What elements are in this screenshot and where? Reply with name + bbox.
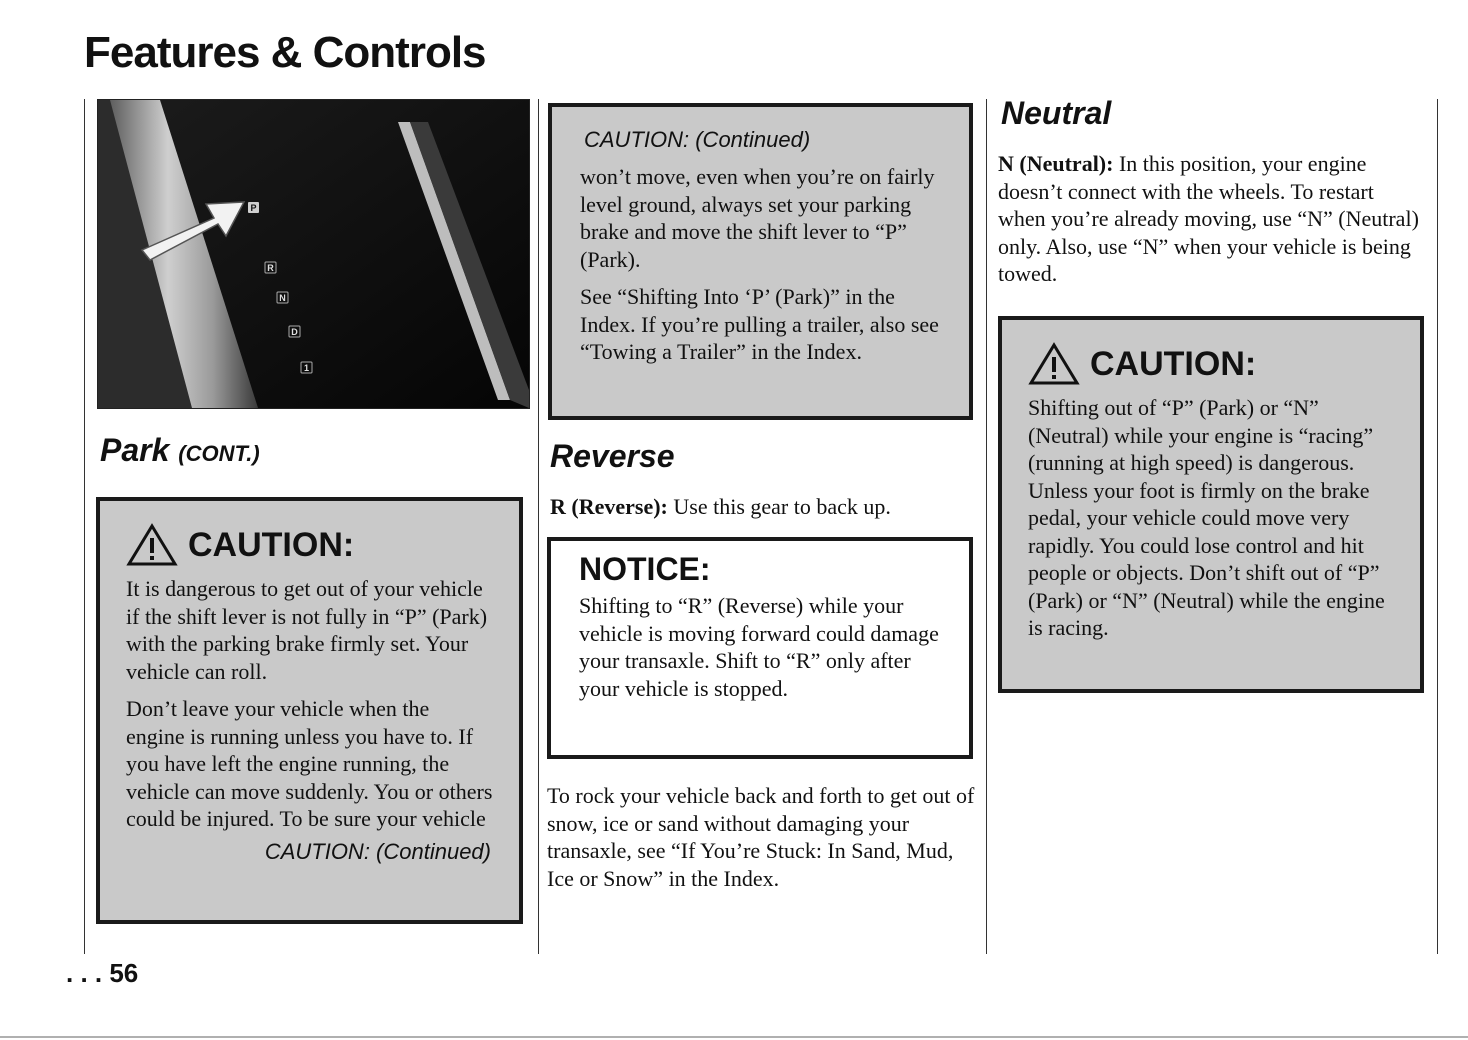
rock-vehicle-text: To rock your vehicle back and forth to get out of snow, ice or sand without damaging your transaxle, see “If You’re Stuck: In Sand, Mud, Ice or Snow” in the Index. — [547, 783, 975, 891]
reverse-text: Use this gear to back up. — [673, 494, 891, 519]
caution-continued-box — [548, 103, 973, 420]
neutral-heading: Neutral — [1001, 95, 1112, 131]
park-heading-text: Park — [100, 432, 170, 468]
park-caution-paragraph-2: Don’t leave your vehicle when the engine is running unless you have to. If you have left the engine running, the vehicle can move suddenly. You or others could be injured. To be sure your vehicle — [126, 696, 493, 831]
park-caution-title: CAUTION: — [188, 525, 355, 564]
gear-indicator-photo — [97, 99, 530, 409]
notice-text: Shifting to “R” (Reverse) while your vehicle is moving forward could damage your transaxle. Shift to “R” only after your vehicle is stopped. — [579, 593, 939, 701]
gear-letter-1: 1 — [303, 363, 310, 373]
neutral-caution-header — [1028, 342, 1394, 386]
gear-letter-r: R — [267, 263, 274, 273]
park-heading — [100, 432, 260, 469]
reverse-term: R (Reverse): — [550, 494, 668, 519]
park-caution-header — [126, 523, 493, 567]
column-divider-right — [986, 99, 987, 954]
warning-triangle-icon — [1028, 342, 1080, 386]
neutral-caution-box — [998, 316, 1424, 693]
notice-title: NOTICE: — [579, 551, 711, 587]
caution-continued-title: CAUTION: (Continued) — [584, 127, 811, 152]
neutral-caution-text: Shifting out of “P” (Park) or “N” (Neutral) while your engine is “racing” (running at high speed) is dangerous. Unless your foot is firmly on the brake pedal, your vehicle could move very rapidly. You could lose control and hit people or objects. Don’t shift out of “P” (Park) or “N” (Neutral) while the engine is racing. — [1028, 395, 1385, 640]
reverse-notice-box — [547, 537, 973, 759]
neutral-description — [998, 150, 1426, 288]
reverse-heading: Reverse — [550, 438, 675, 474]
gear-letter-p: P — [250, 203, 257, 213]
column-divider-far-right — [1437, 99, 1438, 954]
neutral-term: N (Neutral): — [998, 151, 1114, 176]
reverse-description — [550, 493, 960, 521]
column-divider-middle — [538, 99, 539, 954]
park-caution-continued: CAUTION: (Continued) — [264, 838, 491, 864]
caution-continued-paragraph-1: won’t move, even when you’re on fairly level ground, always set your parking brake and move the shift lever to “P” (Park). — [580, 164, 935, 272]
column-divider-left — [84, 99, 85, 954]
gear-letter-n: N — [279, 293, 286, 303]
neutral-caution-title: CAUTION: — [1090, 344, 1257, 383]
neutral-text: In this position, your engine doesn’t connect with the wheels. To restart when you’re already moving, use “N” (Neutral) only. Also, use “N” when your vehicle is being towed. — [998, 151, 1419, 286]
park-caution-box — [96, 497, 523, 924]
page-bottom-edge — [0, 1036, 1468, 1038]
park-heading-suffix: (CONT.) — [178, 441, 260, 466]
park-caution-paragraph-1: It is dangerous to get out of your vehicle if the shift lever is not fully in “P” (Park) with the parking brake firmly set. Your vehicle can roll. — [126, 576, 488, 684]
gear-letter-d: D — [291, 327, 298, 337]
warning-triangle-icon — [126, 523, 178, 567]
page-number: . . . 56 — [66, 958, 139, 988]
page-title: Features & Controls — [84, 28, 486, 77]
caution-continued-paragraph-2: See “Shifting Into ‘P’ (Park)” in the Index. If you’re pulling a trailer, also see “Towing a Trailer” in the Index. — [580, 284, 939, 364]
